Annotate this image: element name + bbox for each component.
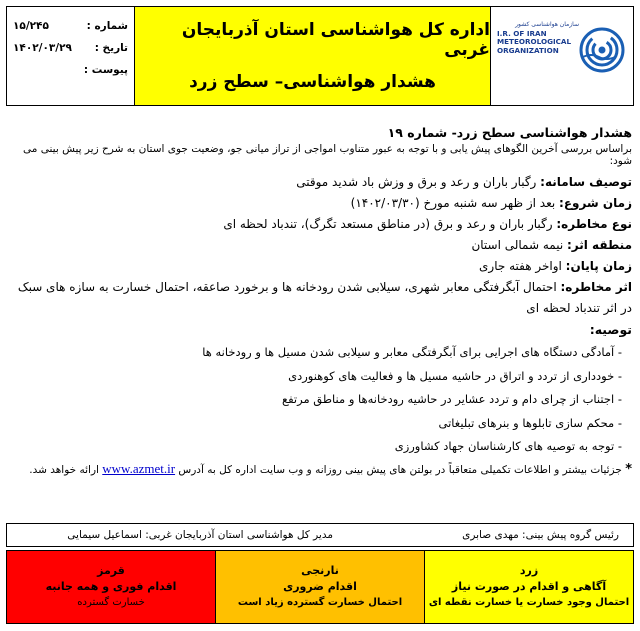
affected-area	[10, 235, 632, 256]
system-description	[10, 172, 632, 193]
logo-fa-text: سازمان هواشناسی کشور	[515, 21, 579, 28]
logo-en-line2: METEOROLOGICAL	[497, 37, 572, 46]
logo-block	[491, 7, 633, 105]
hazard-type	[10, 214, 632, 235]
impact-label: اثر مخاطره:	[560, 280, 632, 294]
end-value: اواخر هفته جاری	[479, 259, 566, 273]
attach-label: پیوست :	[83, 64, 128, 76]
signature-row	[6, 523, 634, 547]
number-label: شماره :	[86, 20, 128, 32]
date-row	[13, 37, 128, 59]
legend-red-desc: خسارت گسترده	[77, 597, 145, 608]
impact-value: احتمال آبگرفتگی معابر شهری، سیلابی شدن رودخانه ها و برخورد صاعقه، احتمال خسارت به سازه های سبک در اثر تندباد لحظه ای	[17, 280, 632, 315]
recommendation-item: - توجه به توصیه های کارشناسان جهاد کشاورزی	[394, 439, 622, 453]
warning-body	[10, 125, 632, 480]
number-value: ۱۵/۲۴۵	[13, 20, 49, 32]
logo-en-line3: ORGANIZATION	[497, 45, 559, 55]
area-label: منطقه اثر:	[567, 238, 632, 252]
forecast-head: رئیس گروه پیش بینی: مهدی صابری	[462, 529, 619, 541]
date-value: ۱۴۰۲/۰۳/۲۹	[13, 42, 72, 54]
hazard-value: رگبار باران و رعد و برق (در مناطق مستعد تگرگ)، تندباد لحظه ای	[223, 217, 557, 231]
recommendation-item: - خودداری از تردد و اتراق در حاشیه مسیل ها و فعالیت های کوهنوردی	[288, 368, 622, 383]
area-value: نیمه شمالی استان	[471, 238, 567, 252]
legend-yellow-action: آگاهی و اقدام در صورت نیاز	[451, 580, 607, 593]
logo-en-line1: I.R. OF IRAN	[497, 28, 547, 38]
header-title-block	[135, 7, 491, 105]
warning-title: هشدار هواشناسی– سطح زرد	[189, 72, 436, 92]
footnote-end: ارائه خواهد شد.	[29, 463, 103, 476]
legend-red-action: اقدام فوری و همه جانبه	[45, 580, 177, 593]
intro-text: براساس بررسی آخرین الگوهای پیش یابی و با توجه به عبور متناوب امواجی از تراز میانی جو، وضعیت جوی استان به شرح زیر پیش بینی می شود:	[23, 143, 632, 167]
asterisk: *	[625, 461, 632, 477]
end-label: زمان پایان:	[565, 259, 632, 273]
legend-yellow-name: زرد	[519, 564, 539, 577]
number-row	[13, 15, 128, 37]
warning-level-legend	[6, 550, 634, 624]
hazard-label: نوع مخاطره:	[556, 217, 632, 231]
legend-yellow-desc: احتمال وجود خسارت یا خسارت نقطه ای	[428, 597, 630, 608]
recommendation-item: - محکم سازی تابلوها و بنرهای تبلیغاتی	[438, 415, 622, 430]
legend-red	[7, 551, 216, 623]
recommendations-title: توصیه:	[589, 322, 632, 337]
legend-yellow	[425, 551, 633, 623]
recommendation-item: - اجتناب از چرای دام و تردد عشایر در حاشیه رودخانه‌ها و مناطق مرتفع	[281, 392, 622, 406]
hazard-impact	[10, 277, 632, 319]
legend-orange-name: نارنجی	[301, 564, 339, 577]
footnote-text: جزئیات بیشتر و اطلاعات تکمیلی متعاقباً در بولتن های پیش بینی روزانه و وب سایت اداره کل به آدرس	[175, 463, 626, 476]
recommendation-item: - آمادگی دستگاه های اجرایی برای آبگرفتگی معابر و سیلابی شدن مسیل ها و رودخانه ها	[202, 345, 622, 359]
start-time	[10, 193, 632, 214]
attach-row	[13, 59, 128, 81]
legend-orange-action: اقدام ضروری	[283, 580, 357, 593]
document-header	[6, 6, 634, 106]
logo-text	[497, 21, 579, 55]
system-value: رگبار باران و رعد و برق و وزش باد شدید موقتی	[296, 175, 541, 189]
document-meta	[7, 7, 135, 105]
system-label: توصیف سامانه:	[540, 175, 632, 189]
legend-orange-desc: احتمال خسارت گسترده زیاد است	[237, 597, 403, 608]
director: مدیر کل هواشناسی استان آذربایجان غربی: اسماعیل سیمایی	[67, 529, 333, 541]
legend-red-name: قرمز	[97, 564, 125, 577]
meteorological-organization-logo-icon	[579, 27, 625, 73]
legend-orange	[216, 551, 425, 623]
end-time	[10, 256, 632, 277]
date-label: تاریخ :	[94, 42, 128, 54]
start-value: بعد از ظهر سه شنبه مورخ (۱۴۰۲/۰۳/۳۰)	[350, 196, 560, 210]
website-link[interactable]: www.azmet.ir	[102, 460, 176, 476]
warning-number-title: هشدار هواشناسی سطح زرد- شماره ۱۹	[387, 125, 632, 140]
footnote	[10, 459, 632, 480]
start-label: زمان شروع:	[559, 196, 632, 210]
organization-title: اداره کل هواشناسی استان آذربایجان غربی	[181, 20, 490, 60]
